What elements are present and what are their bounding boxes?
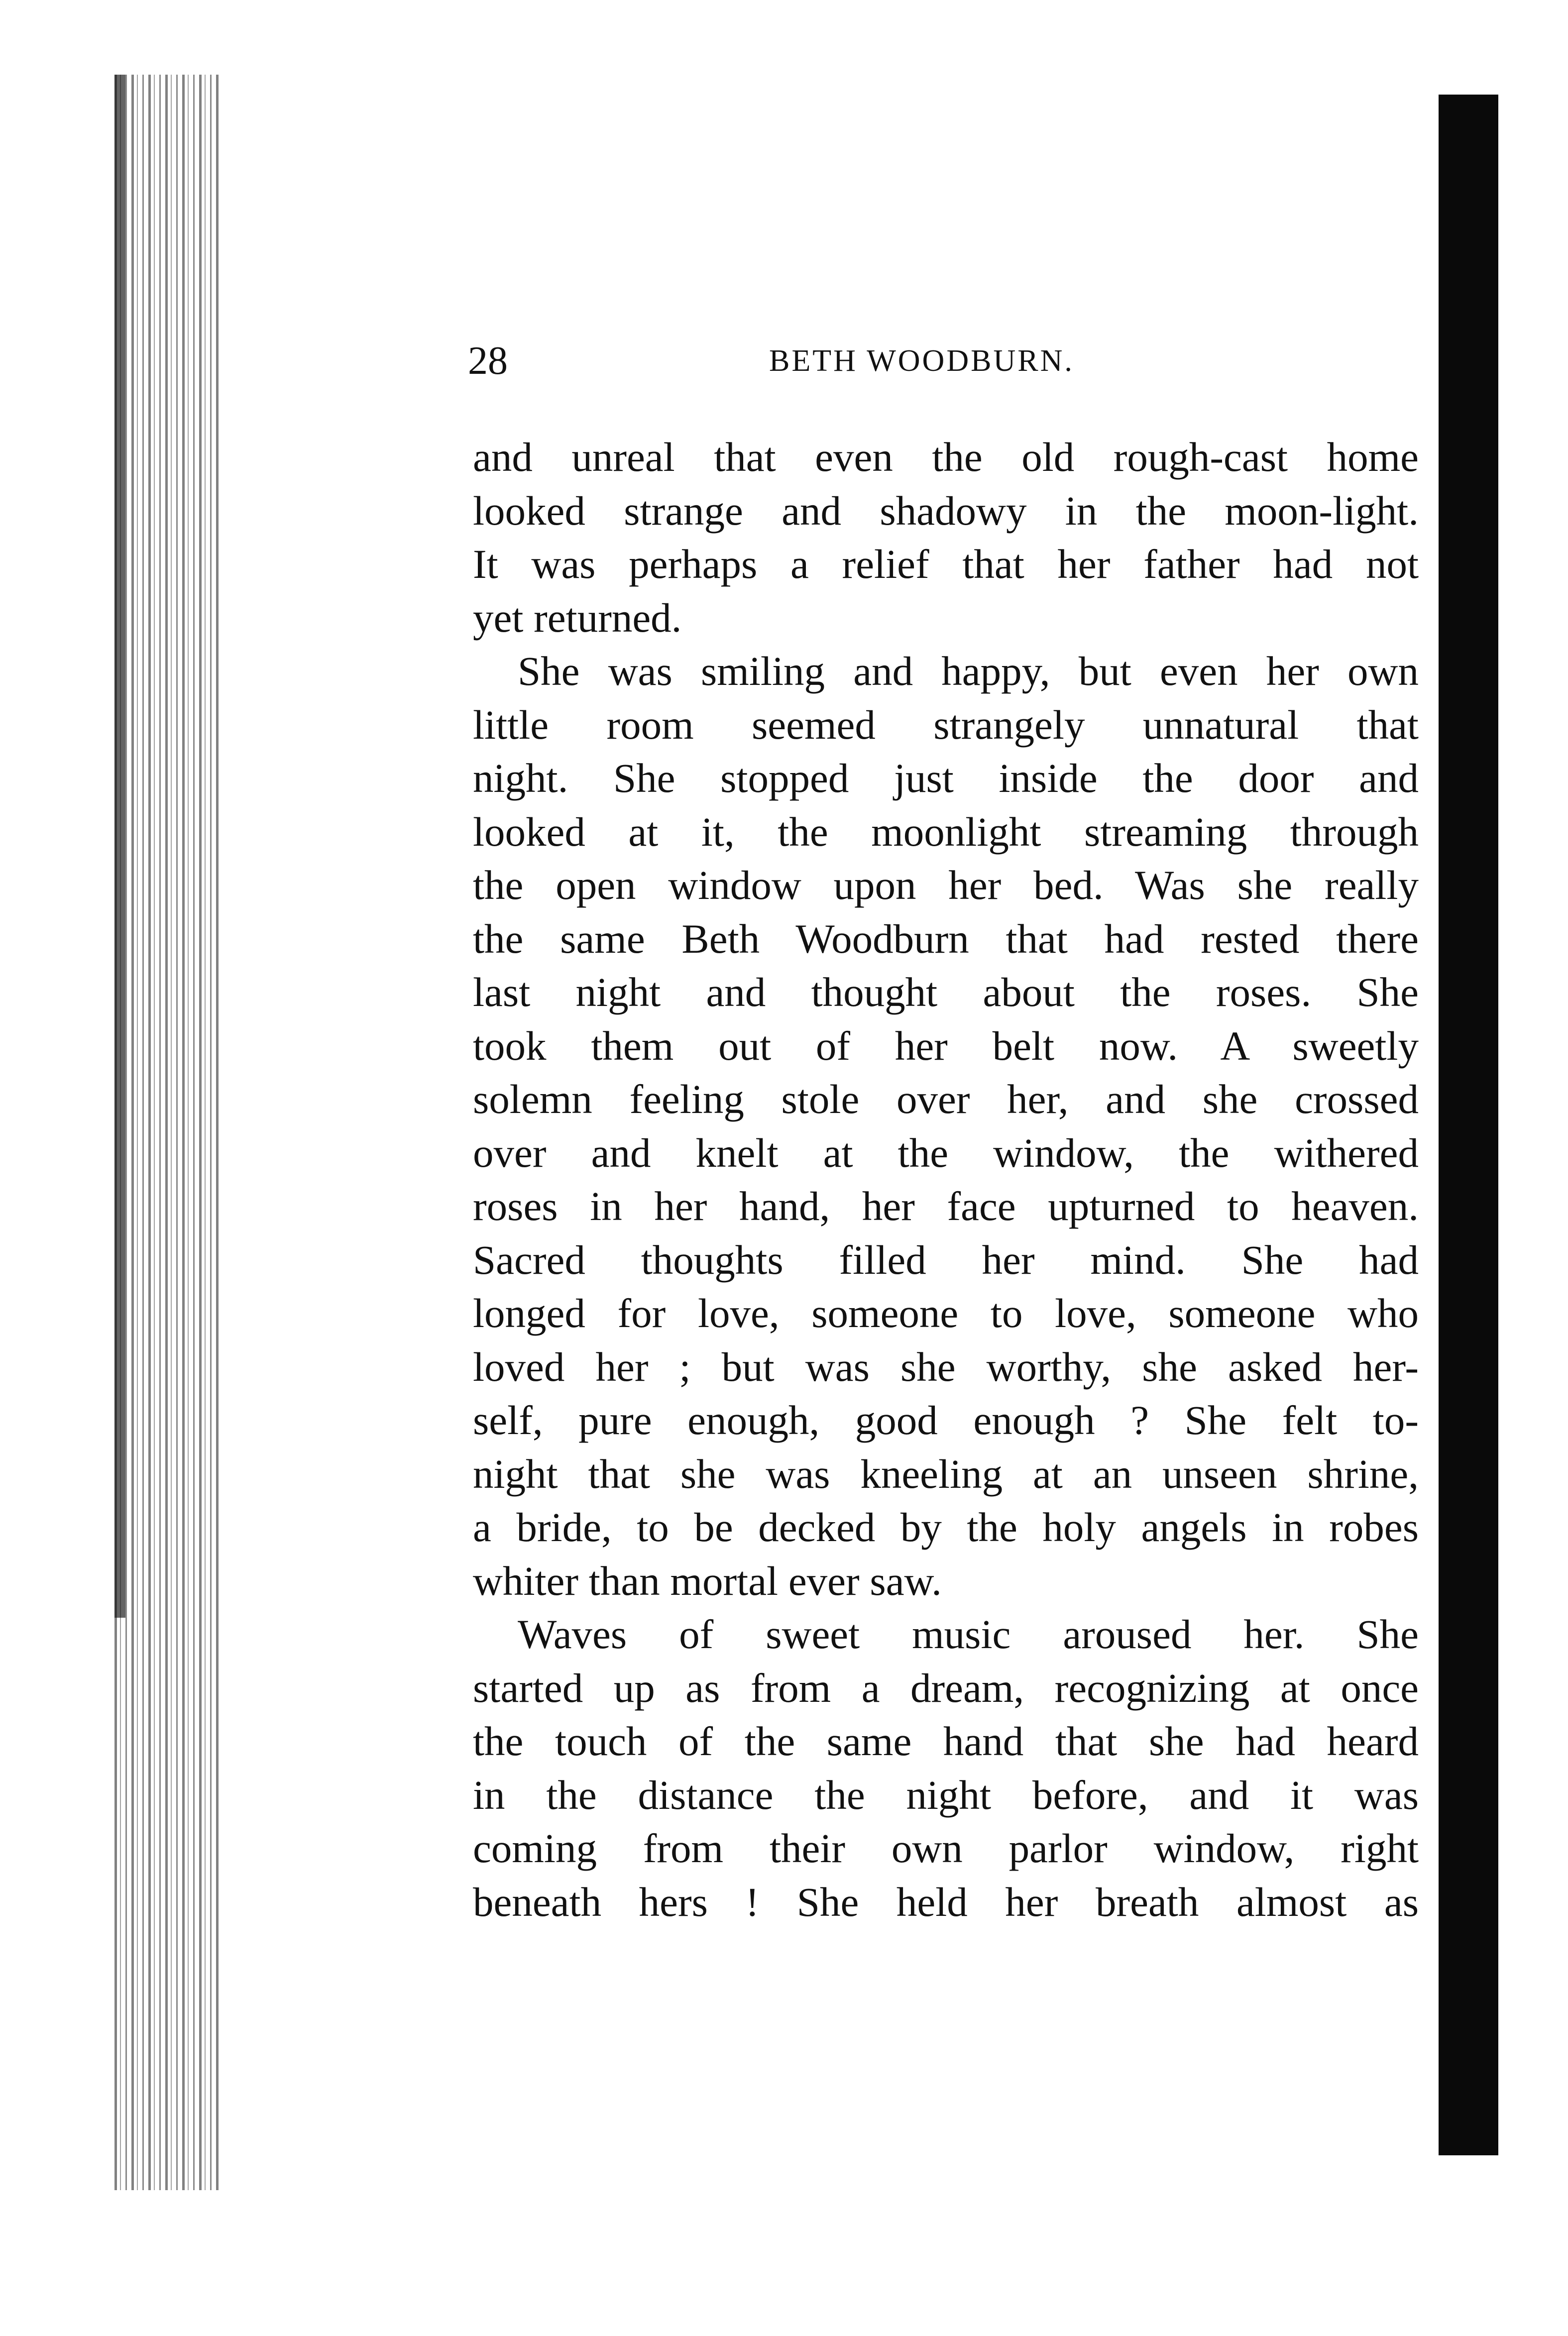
text-line: looked strange and shadowy in the moon-light. — [473, 487, 1419, 534]
text-line: and unreal that even the old rough-cast home — [473, 434, 1419, 480]
page-number: 28 — [468, 339, 508, 383]
text-line: a bride, to be decked by the holy angels in robes — [473, 1504, 1419, 1550]
text-line: over and knelt at the window, the withered — [473, 1129, 1419, 1176]
text-line: coming from their own parlor window, right — [473, 1825, 1419, 1871]
page-edge-shadow — [1439, 95, 1498, 2155]
page-header — [468, 334, 1414, 388]
paragraph — [473, 1608, 1419, 1929]
text-line: self, pure enough, good enough ? She felt to- — [473, 1397, 1419, 1443]
text-line: yet returned. — [473, 594, 682, 641]
text-line: longed for love, someone to love, someone who — [473, 1290, 1419, 1336]
text-line: the same Beth Woodburn that had rested there — [473, 915, 1419, 962]
text-line: Waves of sweet music aroused her. She — [518, 1611, 1419, 1657]
running-head: BETH WOODBURN. — [769, 344, 1074, 378]
text-line: took them out of her belt now. A sweetly — [473, 1022, 1419, 1069]
text-line: solemn feeling stole over her, and she crossed — [473, 1076, 1419, 1122]
text-line: It was perhaps a relief that her father had not — [473, 541, 1419, 587]
text-line: the touch of the same hand that she had heard — [473, 1718, 1419, 1764]
text-line: roses in her hand, her face upturned to heaven. — [473, 1183, 1419, 1229]
text-line: little room seemed strangely unnatural that — [473, 701, 1419, 748]
text-line: looked at it, the moonlight streaming through — [473, 808, 1419, 855]
text-line: started up as from a dream, recognizing at once — [473, 1665, 1419, 1711]
text-line: last night and thought about the roses. She — [473, 969, 1419, 1015]
text-line: night. She stopped just inside the door and — [473, 755, 1419, 801]
text-line: beneath hers ! She held her breath almost as — [473, 1879, 1419, 1925]
paragraph — [473, 431, 1419, 645]
body-text — [473, 431, 1419, 1929]
paragraph — [473, 645, 1419, 1608]
text-line: Sacred thoughts filled her mind. She had — [473, 1236, 1419, 1283]
page-gutter-edge — [114, 75, 125, 1618]
text-line: loved her ; but was she worthy, she asked her- — [473, 1343, 1419, 1390]
text-line: night that she was kneeling at an unseen shrine, — [473, 1450, 1419, 1497]
text-line: in the distance the night before, and it was — [473, 1772, 1419, 1818]
text-line: She was smiling and happy, but even her own — [518, 648, 1419, 694]
text-line: the open window upon her bed. Was she really — [473, 862, 1419, 908]
page-gutter-shadow — [114, 75, 219, 2190]
text-line: whiter than mortal ever saw. — [473, 1557, 942, 1604]
